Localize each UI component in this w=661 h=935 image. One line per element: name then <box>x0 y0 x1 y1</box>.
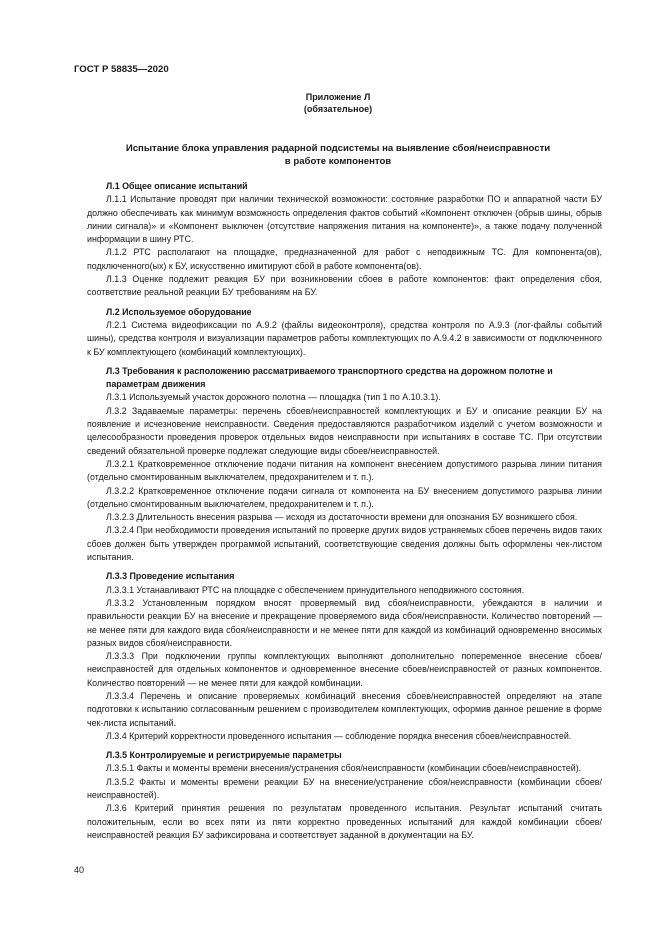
paragraph: Л.3.1 Используемый участок дорожного полотна — площадка (тип 1 по А.10.3.1). <box>106 392 441 403</box>
paragraph: Л.3.5.2 Факты и моменты времени реакции БУ на внесение/устранение сбоя/неисправности (комбинации сбоев/неисправностей). <box>87 776 602 801</box>
paragraph: Л.3.3.1 Устанавливают РТС на площадке с обеспечением принудительного неподвижного состояния. <box>106 584 525 595</box>
section-heading: Л.2 Используемое оборудование <box>106 306 252 317</box>
appendix-title: Приложение Л <box>305 92 371 102</box>
paragraph: Л.1.2 РТС располагают на площадке, предназначенной для работ с неподвижным ТС. Для компонента(ов), подключенного(ых) к БУ, искусственно имитируют сбой в работе компонента(ов). <box>87 247 602 271</box>
standard-header: ГОСТ Р 58835—2020 <box>74 64 169 75</box>
page-number: 40 <box>74 865 85 875</box>
section-heading: Л.1 Общее описание испытаний <box>106 181 248 191</box>
paragraph: Л.1.3 Оценке подлежит реакция БУ при возникновении сбоев в работе компонентов: факт определения сбоя, соответствие реальной реакции БУ требованиям на БУ. <box>87 274 602 298</box>
paragraph: Л.1.1 Испытание проводят при наличии технической возможности: состояние разработки ПО и аппаратной части БУ должно обеспечивать как минимум возможность определения фактов событий «Компонент отключен (обрыв шины, обрыв линии сигнала)» и «Компонент выключен (отсутствие напряжения питания на компоненте)», а также подачу полученной информации в шину РТС. <box>87 194 602 245</box>
document-body <box>87 180 602 842</box>
paragraph: Л.3.3.2 Установленным порядком вносят проверяемый вид сбоя/неисправности, убеждаются в наличии и правильности реакции БУ на внесение и прекращение проверяемого вида сбоя/неисправности. Количество повторений — не менее пяти для каждого вида сбоя/неисправности и не менее пяти для каждой из комбинаций одновременно вносимых разных видов сбоя/неисправности. <box>87 597 602 648</box>
paragraph: Л.2.1 Система видеофиксации по А.9.2 (файлы видеоконтроля), средства контроля по А.9.3 (лог-файлы событий шины), средства контроля и визуализации параметров работы комплектующих по А.9.4.2 в зависимости от подключенного к БУ комплектующего (комбинаций комплектующих). <box>87 319 602 357</box>
paragraph: Л.3.3.4 Перечень и описание проверяемых комбинаций внесения сбоев/неисправностей определяют на этапе подготовки к испытанию согласованным решением с производителем комплектующих, оформив данное решение в форме чек-листа испытаний. <box>87 690 602 728</box>
paragraph: Л.3.2 Задаваемые параметры: перечень сбоев/неисправностей комплектующих и БУ и описание реакции БУ на появление и исчезновение неисправности. Сведения предоставляются разработчиком изделий с учетом возможности и целесообразности проведения проверок отдельных видов неисправности при испытаниях в составе ТС. При отсутствии сведений обязательной проверке подлежат следующие виды сбоев/неисправностей. <box>87 405 602 456</box>
section-heading: Л.3.3 Проведение испытания <box>106 571 235 582</box>
paragraph: Л.3.3.3 При подключении группы комплектующих выполняют дополнительно попеременное внесение сбоев/неисправностей для отдельных компонентов и одновременное внесение сбоев/неисправностей от разных компонентов. Количество повторений — не менее пяти для каждой комбинации. <box>87 651 602 688</box>
document-title-line-2: в работе компонентов <box>284 156 392 167</box>
paragraph: Л.3.2.4 При необходимости проведения испытаний по проверке других видов устраняемых сбоев перечень видов таких сбоев должен быть утвержден программой испытаний, соответствующие сведения должны быть оформлены чек-листом испытания. <box>87 525 602 563</box>
paragraph: Л.3.4 Критерий корректности проведенного испытания — соблюдение порядка внесения сбоев/неисправностей. <box>106 730 572 741</box>
paragraph: Л.3.6 Критерий принятия решения по результатам проведенного испытания. Результат испытаний считать положительным, если во всех пяти из пяти корректно проведенных испытаний для каждой комбинации сбоев/неисправностей реакция БУ зафиксирована и соответствует заданной в документации на БУ. <box>87 803 602 840</box>
appendix-status: (обязательное) <box>303 104 373 114</box>
paragraph: Л.3.5.1 Факты и моменты времени внесения/устранения сбоя/неисправности (комбинации сбоев/неисправностей). <box>106 763 582 774</box>
paragraph: Л.3.2.3 Длительность внесения разрыва — исходя из достаточности времени для опознания БУ возникшего сбоя. <box>106 512 578 523</box>
section-heading: Л.3 Требования к расположению рассматриваемого транспортного средства на дорожном полотне и параметрам движения <box>106 365 553 390</box>
paragraph: Л.3.2.2 Кратковременное отключение подачи сигнала от компонента на БУ внесением допустимого разрыва линии (отдельно смонтированным выключателем, предохранителем и т. п.). <box>87 485 602 509</box>
paragraph: Л.3.2.1 Кратковременное отключение подачи питания на компонент внесением допустимого разрыва линии питания (отдельно смонтированным выключателем, предохранителем и т. п.). <box>87 458 602 483</box>
section-heading: Л.3.5 Контролируемые и регистрируемые параметры <box>106 750 342 761</box>
document-title-line-1: Испытание блока управления радарной подсистемы на выявление сбоя/неисправности <box>125 143 551 154</box>
